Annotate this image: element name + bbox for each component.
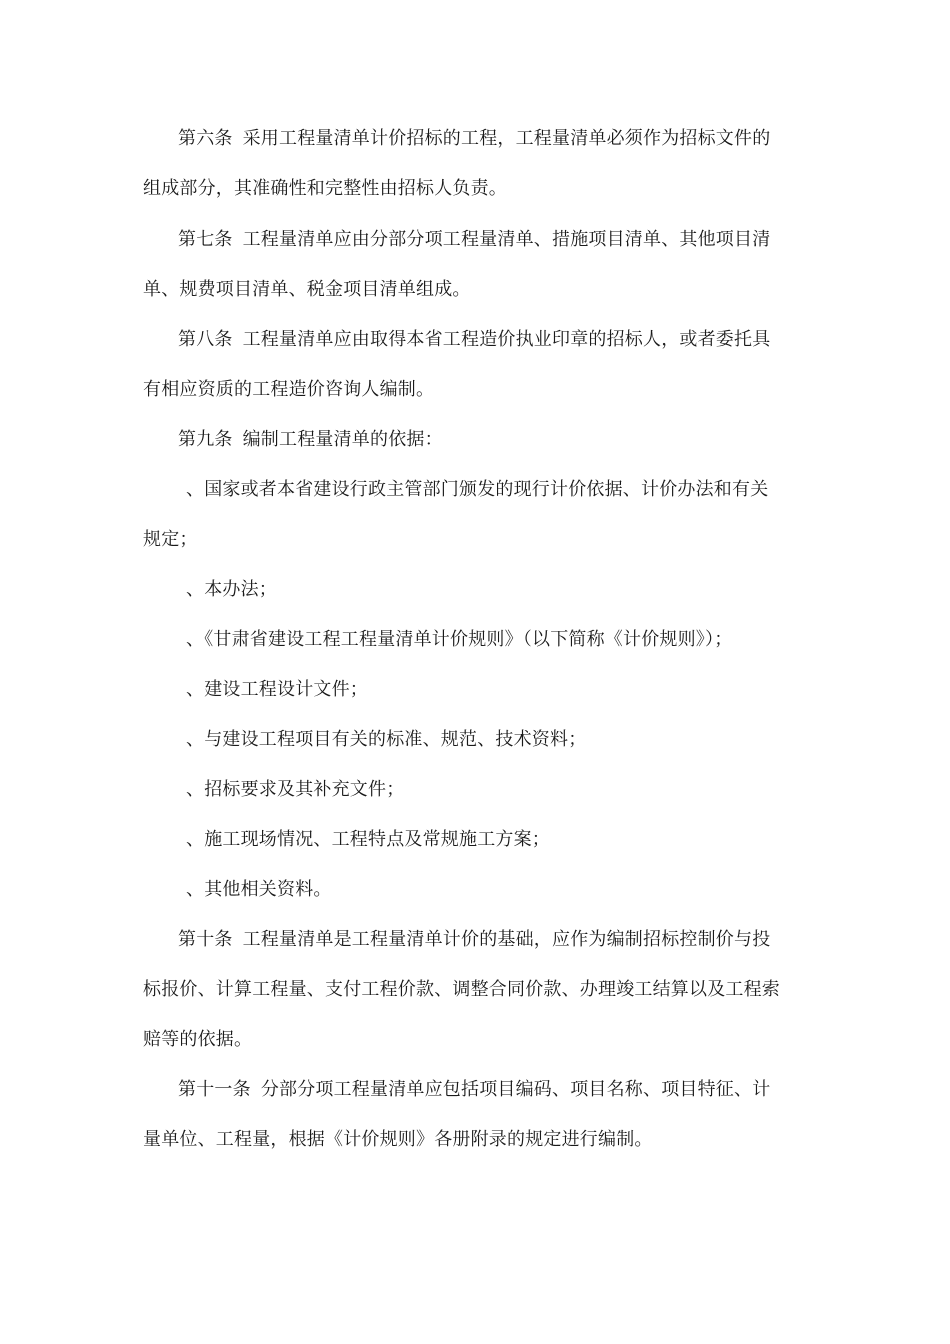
article-10-text-1: 工程量清单是工程量清单计价的基础，应作为编制招标控制价与投 <box>242 929 771 950</box>
article-8-line-1 <box>178 328 770 352</box>
article-9-item-6: 、招标要求及其补充文件； <box>186 779 405 800</box>
article-9-item-8: 、其他相关资料。 <box>186 879 332 900</box>
article-10-line-1 <box>178 928 770 952</box>
article-9-item-3: 、《甘肃省建设工程工程量清单计价规则》（以下简称《计价规则》）； <box>186 629 733 650</box>
article-6-line-2: 组成部分，其准确性和完整性由招标人负责。 <box>143 178 507 199</box>
article-11-label: 第十一条 <box>178 1079 251 1100</box>
article-9-item-7: 、施工现场情况、工程特点及常规施工方案； <box>186 829 550 850</box>
article-9-item-2: 、本办法； <box>186 579 277 600</box>
article-7-line-1 <box>178 228 770 252</box>
article-9-text-1: 编制工程量清单的依据： <box>242 429 443 450</box>
article-8-label: 第八条 <box>178 329 233 350</box>
article-11-line-1 <box>178 1078 770 1102</box>
article-6-line-1 <box>178 127 770 151</box>
article-9-item-1-cont: 规定； <box>143 529 198 550</box>
article-7-label: 第七条 <box>178 229 233 250</box>
article-6-label: 第六条 <box>178 128 233 149</box>
article-8-text-1: 工程量清单应由取得本省工程造价执业印章的招标人，或者委托具 <box>242 329 771 350</box>
article-9-item-4: 、建设工程设计文件； <box>186 679 368 700</box>
article-11-line-2: 量单位、工程量，根据《计价规则》各册附录的规定进行编制。 <box>143 1129 653 1150</box>
article-9-item-5: 、与建设工程项目有关的标准、规范、技术资料； <box>186 729 587 750</box>
article-9-line-1 <box>178 428 443 452</box>
article-6-text-1: 采用工程量清单计价招标的工程，工程量清单必须作为招标文件的 <box>242 128 771 149</box>
article-7-line-2: 单、规费项目清单、税金项目清单组成。 <box>143 279 471 300</box>
article-9-item-1: 、国家或者本省建设行政主管部门颁发的现行计价依据、计价办法和有关 <box>186 479 769 500</box>
article-8-line-2: 有相应资质的工程造价咨询人编制。 <box>143 379 435 400</box>
article-10-line-3: 赔等的依据。 <box>143 1029 253 1050</box>
article-10-line-2: 标报价、计算工程量、支付工程价款、调整合同价款、办理竣工结算以及工程索 <box>143 979 780 1000</box>
article-7-text-1: 工程量清单应由分部分项工程量清单、措施项目清单、其他项目清 <box>242 229 771 250</box>
article-9-label: 第九条 <box>178 429 233 450</box>
article-11-text-1: 分部分项工程量清单应包括项目编码、项目名称、项目特征、计 <box>260 1079 771 1100</box>
article-10-label: 第十条 <box>178 929 233 950</box>
